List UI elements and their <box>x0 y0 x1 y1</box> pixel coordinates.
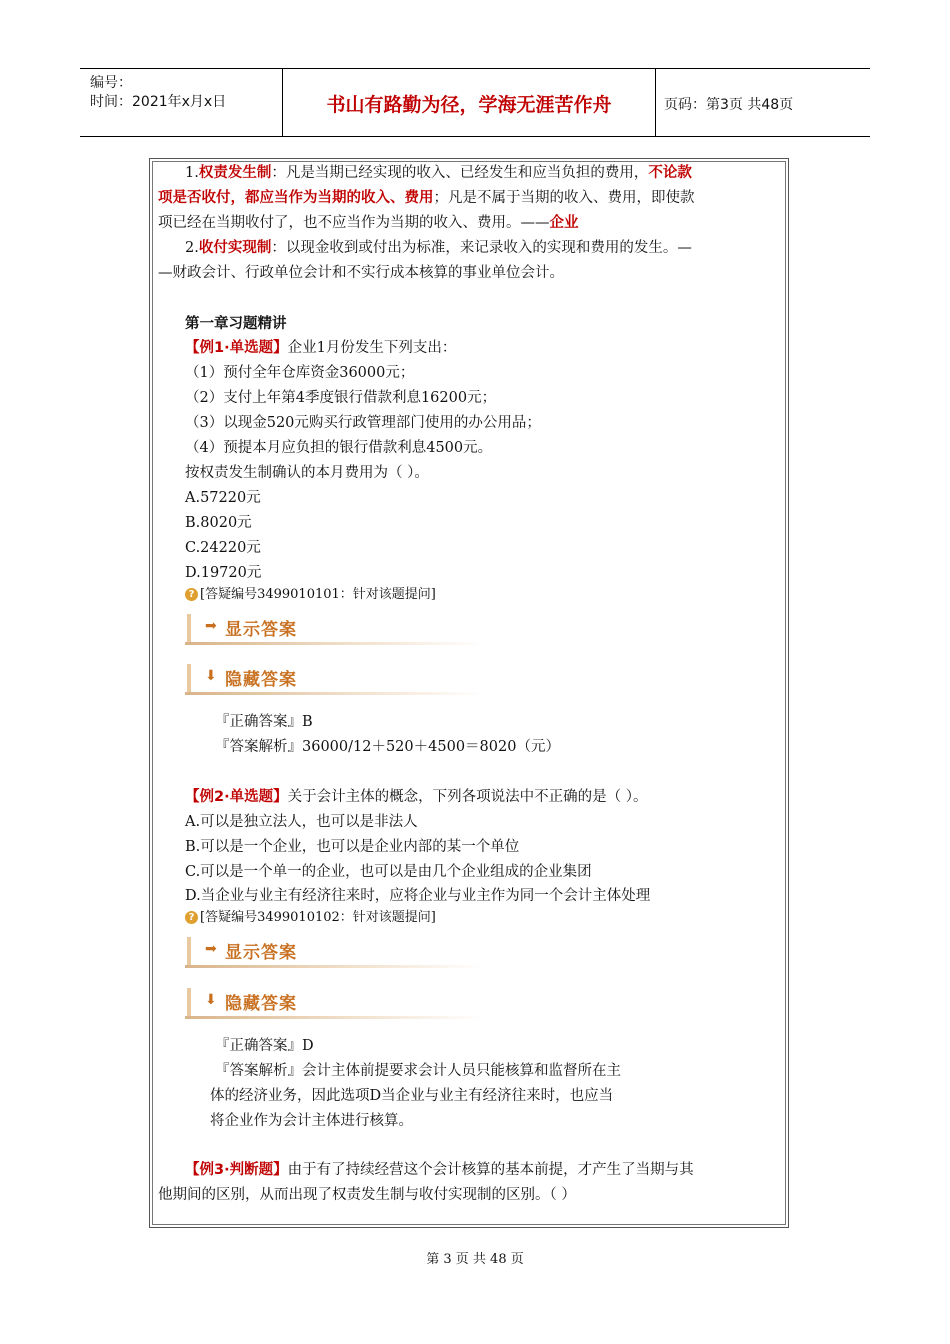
example1-item: （3）以现金520元购买行政管理部门使用的办公用品； <box>185 415 541 431</box>
intro-text-3: 项已经在当期收付了，也不应当作为当期的收入、费用。—— <box>158 215 550 231</box>
intro-line-2 <box>158 186 695 211</box>
header-page-label: 页码：第3页 共48页 <box>664 97 794 113</box>
example1-ask-link[interactable] <box>185 582 436 607</box>
example1-stem-text: 企业1月份发生下列支出： <box>287 340 457 356</box>
intro-emph-1: 不论款 <box>648 165 692 181</box>
example1-tag: 【例1·单选题】 <box>185 340 288 356</box>
example3-stem-line-2: 他期间的区别，从而出现了权责发生制与收付实现制的区别。（ ） <box>158 1187 576 1203</box>
show-answer-label: 显示答案 <box>225 943 297 963</box>
example2-analysis-line: 『答案解析』会计主体前提要求会计人员只能核算和监督所在主 <box>215 1063 621 1079</box>
button-accent-bar <box>187 937 191 965</box>
button-underline <box>185 1016 485 1019</box>
header-number-label: 编号： <box>90 75 132 91</box>
intro-num-1: 1. <box>185 165 199 181</box>
term-accrual: 权责发生制 <box>198 165 272 181</box>
hide-answer-label: 隐藏答案 <box>225 994 297 1014</box>
intro-text-4: ：以现金收到或付出为标准，来记录收入的实现和费用的发生。— <box>271 240 692 256</box>
example1-ask-text[interactable]: [答疑编号3499010101：针对该题提问] <box>200 587 436 602</box>
example2-stem-text: 关于会计主体的概念，下列各项说法中不正确的是（ ）。 <box>287 789 648 805</box>
example1-answer: 『正确答案』B <box>215 714 313 730</box>
show-answer-label: 显示答案 <box>225 620 297 640</box>
header-divider-right <box>655 68 656 136</box>
term-cash-basis: 收付实现制 <box>198 240 272 256</box>
header-motto: 书山有路勤为径，学海无涯苦作舟 <box>326 94 612 116</box>
intro-text-1: ：凡是当期已经实现的收入、已经发生和应当负担的费用， <box>271 165 649 181</box>
example1-item: （4）预提本月应负担的银行借款利息4500元。 <box>185 440 493 456</box>
header-date-label: 时间：2021年x月x日 <box>90 94 227 110</box>
example2-analysis-line: 体的经济业务，因此选项D当企业与业主有经济往来时，也应当 <box>210 1088 614 1104</box>
section-title: 第一章习题精讲 <box>185 316 287 332</box>
question-icon: ? <box>185 911 198 924</box>
example3-stem-line-1 <box>185 1158 694 1183</box>
example1-hide-answer-button[interactable] <box>185 662 485 698</box>
example2-analysis-line: 将企业作为会计主体进行核算。 <box>210 1113 413 1129</box>
example1-option: D.19720元 <box>185 565 262 581</box>
intro-emph-3: 企业 <box>549 215 579 231</box>
example3-stem-text: 由于有了持续经营这个会计核算的基本前提，才产生了当期与其 <box>287 1162 694 1178</box>
example2-tag: 【例2·单选题】 <box>185 789 288 805</box>
example2-show-answer-button[interactable] <box>185 935 485 971</box>
example2-stem <box>185 785 647 810</box>
header-top-rule <box>80 68 870 69</box>
intro-line-3 <box>158 211 579 236</box>
arrow-down-icon: ⬇ <box>205 668 217 684</box>
intro-line-5: —财政会计、行政单位会计和不实行成本核算的事业单位会计。 <box>158 265 564 281</box>
example1-analysis: 『答案解析』36000/12＋520＋4500＝8020（元） <box>215 739 560 755</box>
intro-line-1 <box>185 161 692 186</box>
button-underline <box>185 642 485 645</box>
button-accent-bar <box>187 664 191 692</box>
example1-option: A.57220元 <box>185 490 261 506</box>
example2-ask-text[interactable]: [答疑编号3499010102：针对该题提问] <box>200 910 436 925</box>
example2-option: A.可以是独立法人，也可以是非法人 <box>185 814 418 830</box>
page-footer: 第 3 页 共 48 页 <box>426 1252 524 1267</box>
example2-option: D.当企业与业主有经济往来时，应将企业与业主作为同一个会计主体处理 <box>185 888 651 904</box>
example1-question: 按权责发生制确认的本月费用为（ ）。 <box>185 465 429 481</box>
example1-stem <box>185 336 456 361</box>
example1-option: B.8020元 <box>185 515 252 531</box>
example1-item: （2）支付上年第4季度银行借款利息16200元； <box>185 390 497 406</box>
button-accent-bar <box>187 988 191 1016</box>
intro-emph-2: 项是否收付，都应当作为当期的收入、费用 <box>158 190 434 206</box>
example1-item: （1）预付全年仓库资金36000元； <box>185 365 415 381</box>
example2-option: B.可以是一个企业，也可以是企业内部的某一个单位 <box>185 839 520 855</box>
intro-num-2: 2. <box>185 240 199 256</box>
question-icon: ? <box>185 588 198 601</box>
example3-tag: 【例3·判断题】 <box>185 1162 288 1178</box>
example2-ask-link[interactable] <box>185 905 436 930</box>
intro-line-4 <box>185 236 692 261</box>
intro-text-2: ；凡是不属于当期的收入、费用，即使款 <box>433 190 695 206</box>
example1-option: C.24220元 <box>185 540 261 556</box>
button-underline <box>185 692 485 695</box>
arrow-right-icon: ➡ <box>205 941 217 957</box>
arrow-right-icon: ➡ <box>205 618 217 634</box>
hide-answer-label: 隐藏答案 <box>225 670 297 690</box>
button-accent-bar <box>187 614 191 642</box>
header-bottom-rule <box>80 136 870 137</box>
example2-hide-answer-button[interactable] <box>185 986 485 1022</box>
button-underline <box>185 965 485 968</box>
arrow-down-icon: ⬇ <box>205 992 217 1008</box>
example2-answer: 『正确答案』D <box>215 1038 314 1054</box>
example2-option: C.可以是一个单一的企业，也可以是由几个企业组成的企业集团 <box>185 864 592 880</box>
example1-show-answer-button[interactable] <box>185 612 485 648</box>
